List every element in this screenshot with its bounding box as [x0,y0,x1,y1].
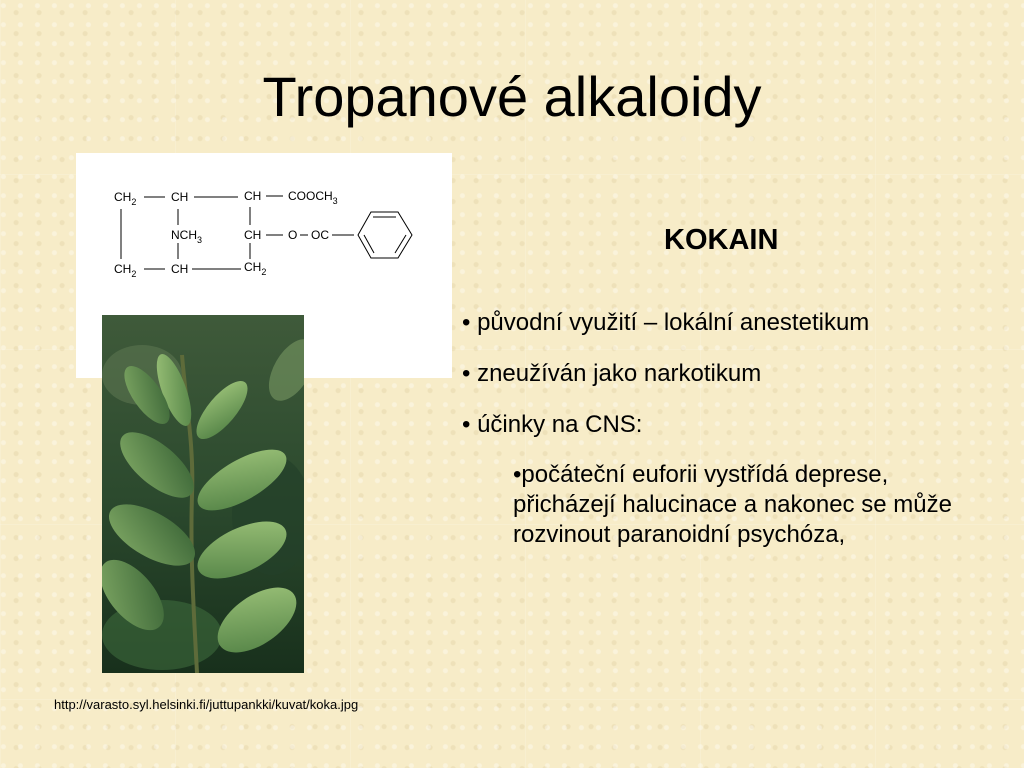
formula-ch-bottom: CH [171,262,189,276]
formula-cooch3: $COOCH_3$ [288,189,338,206]
benzene-ring [358,212,412,258]
bullet-original-use: • původní využití – lokální anestetikum [462,309,870,336]
formula-ch-top-right: CH [244,189,262,203]
formula-ch2-bottom-left: $CH_2$ [114,262,137,279]
formula-ch2-bottom-right: $CH_2$ [244,260,267,277]
formula-ch-top: CH [171,190,189,204]
bullet-cns-effects: • účinky na CNS: [462,411,643,438]
image-source-link[interactable]: http://varasto.syl.helsinki.fi/juttupankki/kuvat/koka.jpg [54,697,359,712]
slide-title: Tropanové alkaloidy [262,65,762,128]
bond [364,235,374,253]
bond [395,235,406,253]
formula-oc: OC [311,228,329,242]
formula-nch3: $NCH_3$ [171,228,203,245]
coca-plant-icon [102,315,304,673]
kokain-heading: KOKAIN [664,224,779,256]
coca-plant-photo [102,315,304,673]
formula-ch2-top-left: $CH_2$ [114,190,137,207]
sub-bullet-cns-details: •počáteční euforii vystřídá deprese, přicházejí halucinace a nakonec se může rozvinout paranoidní psychóza, [513,461,952,548]
formula-o: O [288,228,298,242]
formula-ch-middle: CH [244,228,262,242]
bullet-abuse: • zneužíván jako narkotikum [462,360,762,387]
